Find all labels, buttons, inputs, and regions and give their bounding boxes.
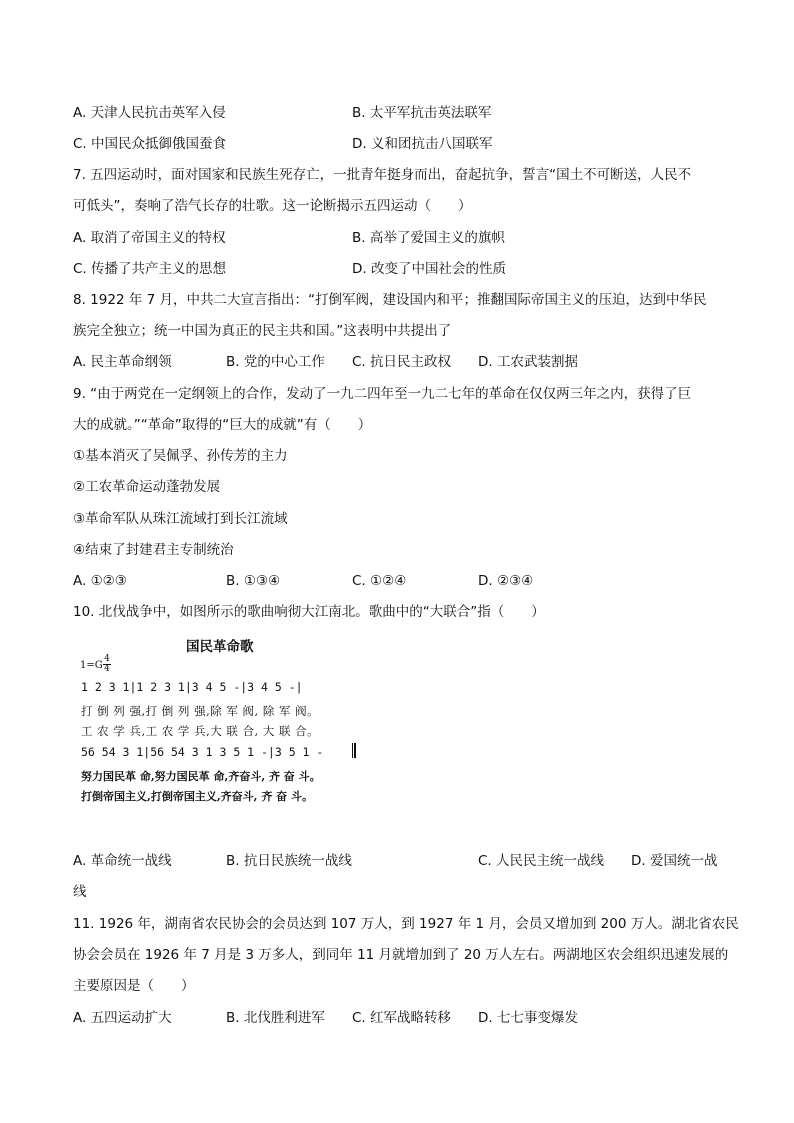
q10-option-d: D. 爱国统一战 xyxy=(631,853,718,869)
q9-item-3: ③革命军队从珠江流域打到长江流域 xyxy=(73,511,288,527)
q8-option-d: D. 工农武装割据 xyxy=(478,354,578,370)
time-signature-bottom: 4 xyxy=(104,664,110,674)
q6-option-b: B. 太平军抗击英法联军 xyxy=(352,105,492,121)
q11-option-b: B. 北伐胜利进军 xyxy=(226,1010,325,1026)
q9-option-b: B. ①③④ xyxy=(226,573,281,589)
notes-line-2: 56 54 3 1|56 54 3 1 3 5 1 -|3 5 1 - xyxy=(81,745,324,759)
q7-option-b: B. 高举了爱国主义的旗帜 xyxy=(352,230,505,246)
q8-option-c: C. 抗日民主政权 xyxy=(352,354,452,370)
q8-option-b: B. 党的中心工作 xyxy=(226,354,325,370)
q9-option-c: C. ①②④ xyxy=(352,573,407,589)
q9-stem-line2: 大的成就。”“革命”取得的“巨大的成就”有（ ） xyxy=(73,417,372,433)
q8-stem-line1: 8. 1922 年 7 月，中共二大宣言指出：“打倒军阀，建设国内和平；推翻国际帝国主义的压迫，达到中华民 xyxy=(73,292,707,308)
q8-option-a: A. 民主革命纲领 xyxy=(73,354,172,370)
notes-line-1: 1 2 3 1|1 2 3 1|3 4 5 -|3 4 5 -| xyxy=(81,680,303,694)
q11-option-c: C. 红军战略转移 xyxy=(352,1010,452,1026)
q10-option-d-wrap: 线 xyxy=(73,884,87,900)
q9-item-2: ②工农革命运动蓬勃发展 xyxy=(73,479,221,495)
lyric-line-2: 工 农 学 兵,工 农 学 兵,大 联 合, 大 联 合。 xyxy=(81,724,320,738)
lyric-line-4: 打倒帝国主义,打倒帝国主义,齐奋斗, 齐 奋 斗。 xyxy=(81,790,313,803)
q11-stem-line2: 协会会员在 1926 年 7 月是 3 万多人，到同年 11 月就增加到了 20 万人左右。两湖地区农会组织迅速发展的 xyxy=(73,947,729,963)
q7-option-c: C. 传播了共产主义的思想 xyxy=(73,261,227,277)
q10-option-b: B. 抗日民族统一战线 xyxy=(226,853,352,869)
q11-stem-line3: 主要原因是（ ） xyxy=(73,978,195,994)
q6-option-d: D. 义和团抗击八国联军 xyxy=(352,136,493,152)
q6-option-a: A. 天津人民抗击英军入侵 xyxy=(73,105,226,121)
q10-option-c: C. 人民民主统一战线 xyxy=(478,853,605,869)
q11-option-a: A. 五四运动扩大 xyxy=(73,1010,172,1026)
q10-option-a: A. 革命统一战线 xyxy=(73,853,172,869)
q9-item-4: ④结束了封建君主专制统治 xyxy=(73,542,234,558)
q11-stem-line1: 11. 1926 年，湖南省农民协会的会员达到 107 万人，到 1927 年 1 月，会员又增加到 200 万人。湖北省农民 xyxy=(73,916,739,932)
lyric-line-1: 打 倒 列 强,打 倒 列 强,除 军 阀, 除 军 阀。 xyxy=(81,704,320,718)
final-barline xyxy=(352,743,357,758)
song-score-figure xyxy=(78,633,378,818)
q6-option-c: C. 中国民众抵御俄国蚕食 xyxy=(73,136,227,152)
lyric-line-3: 努力国民革 命,努力国民革 命,齐奋斗, 齐 奋 斗。 xyxy=(81,770,321,783)
q10-stem: 10. 北伐战争中，如图所示的歌曲响彻大江南北。歌曲中的“大联合”指（ ） xyxy=(73,604,545,620)
q11-option-d: D. 七七事变爆发 xyxy=(478,1010,578,1026)
song-title: 国民革命歌 xyxy=(186,639,254,655)
q7-option-a: A. 取消了帝国主义的特权 xyxy=(73,230,226,246)
q9-option-d: D. ②③④ xyxy=(478,573,534,589)
q9-stem-line1: 9. “由于两党在一定纲领上的合作，发动了一九二四年至一九二七年的革命在仅仅两三年之内，获得了巨 xyxy=(73,386,692,402)
q7-option-d: D. 改变了中国社会的性质 xyxy=(352,261,506,277)
q8-stem-line2: 族完全独立；统一中国为真正的民主共和国。”这表明中共提出了 xyxy=(73,323,452,339)
time-signature-top: 4 xyxy=(104,654,110,664)
q7-stem-line2: 可低头”，奏响了浩气长存的壮歌。这一论断揭示五四运动（ ） xyxy=(73,198,472,214)
q9-item-1: ①基本消灭了吴佩孚、孙传芳的主力 xyxy=(73,448,288,464)
q9-option-a: A. ①②③ xyxy=(73,573,127,589)
song-key: 1=G xyxy=(80,660,103,671)
time-signature xyxy=(103,655,111,674)
q7-stem-line1: 7. 五四运动时，面对国家和民族生死存亡，一批青年挺身而出，奋起抗争，誓言“国土不可断送，人民不 xyxy=(73,167,692,183)
